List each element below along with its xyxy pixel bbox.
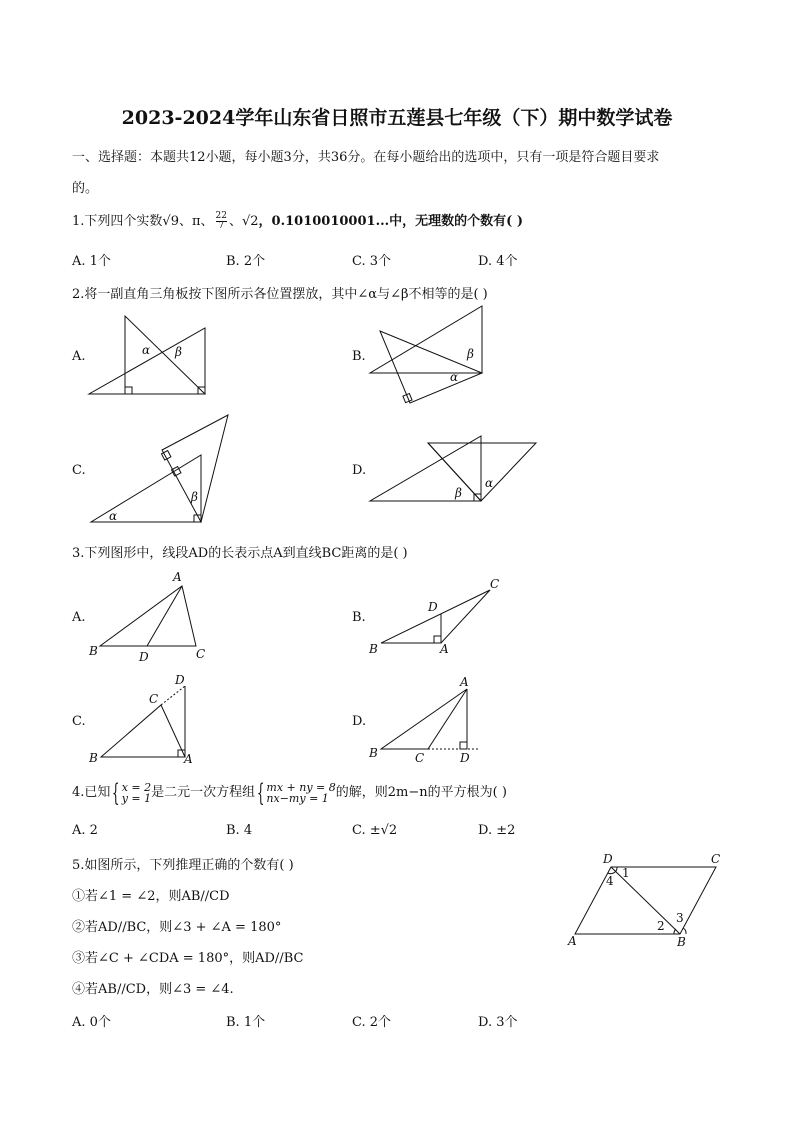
q3c-pt-c: C — [149, 692, 159, 706]
q4-sys1-line1: x = 2 — [121, 780, 152, 794]
q1-option-a: A. 1个 — [72, 254, 111, 269]
q2b-alpha: α — [450, 370, 459, 384]
q4-suffix: 的解，则2m−n的平方根为( ) — [335, 785, 507, 800]
q5-pt-a: A — [568, 934, 577, 948]
q5-pt-c: C — [711, 852, 721, 866]
q5-pt-b: B — [677, 935, 686, 949]
q2-label-b: B. — [352, 349, 366, 364]
q1-prefix: 1.下列四个实数 — [72, 214, 163, 229]
q1-option-c: C. 3个 — [352, 254, 392, 269]
q1-option-b: B. 2个 — [226, 254, 266, 269]
q2-label-d: D. — [352, 463, 367, 478]
q5-option-d: D. 3个 — [478, 1015, 518, 1030]
q3b-pt-b: B — [369, 642, 378, 656]
q2b-beta: β — [467, 347, 474, 361]
q5-option-c: C. 2个 — [352, 1015, 392, 1030]
q3b-pt-a: A — [440, 642, 449, 656]
section-instructions-line2: 的。 — [72, 181, 99, 196]
q3c-pt-b: B — [89, 751, 98, 765]
section-instructions-line1: 一、选择题：本题共12小题，每小题3分，共36分。在每小题给出的选项中，只有一项是符合题目要求 — [72, 150, 660, 165]
question-5-stem: 5.如图所示，下列推理正确的个数有( ) — [72, 858, 294, 873]
q5-item-1: ①若∠1 = ∠2，则AB//CD — [72, 889, 230, 904]
q3a-pt-b: B — [89, 644, 98, 658]
q4-mid: 是二元一次方程组 — [151, 785, 256, 800]
q1-option-d: D. 4个 — [478, 254, 518, 269]
q4-option-c: C. ±√2 — [352, 823, 398, 838]
q3a-pt-c: C — [196, 647, 206, 661]
q1-sqrt2: √2 — [241, 214, 259, 229]
q3b-pt-d: D — [428, 600, 438, 614]
q4-sys2-line1: mx + ny = 8 — [266, 780, 336, 794]
q3d-pt-b: B — [369, 746, 378, 760]
q5-angle-4: 4 — [606, 874, 614, 888]
q5-item-4: ④若AB//CD，则∠3 = ∠4. — [72, 982, 234, 997]
q2-label-a: A. — [72, 349, 86, 364]
q4-sys1-line2: y = 1 — [121, 791, 152, 805]
q4-prefix: 4.已知 — [72, 785, 111, 800]
q4-sys2-line2: nx−my = 1 — [266, 791, 329, 805]
q1-sep2: 、 — [228, 214, 242, 229]
q3-label-a: A. — [72, 610, 86, 625]
q3d-pt-a: A — [460, 675, 469, 689]
q1-frac-den: 7 — [218, 221, 225, 231]
question-3-stem: 3.下列图形中，线段AD的长表示点A到直线BC距离的是( ) — [72, 546, 408, 561]
question-2-stem: 2.将一副直角三角板按下图所示各位置摆放，其中∠α与∠β不相等的是( ) — [72, 287, 488, 302]
q2a-beta: β — [175, 345, 182, 359]
q2d-alpha: α — [485, 476, 494, 490]
q4-brace-2: { — [256, 778, 265, 807]
q3c-pt-a: A — [184, 752, 193, 766]
q3d-pt-c: C — [415, 751, 425, 765]
q3a-pt-a: A — [173, 570, 182, 584]
q3a-pt-d: D — [139, 650, 149, 664]
q1-suffix: ，0.1010010001...中，无理数的个数有( ) — [258, 214, 523, 229]
q4-option-d: D. ±2 — [478, 823, 516, 838]
q2d-beta: β — [455, 486, 462, 500]
q5-option-a: A. 0个 — [72, 1015, 111, 1030]
q5-pt-d: D — [603, 852, 613, 866]
q5-angle-2: 2 — [657, 919, 665, 933]
q5-angle-3: 3 — [676, 911, 684, 925]
q5-item-2: ②若AD//BC，则∠3 + ∠A = 180° — [72, 920, 282, 935]
q4-brace-1: { — [112, 778, 120, 807]
q5-angle-1: 1 — [622, 866, 630, 880]
q3-label-b: B. — [352, 610, 366, 625]
q2c-beta: β — [191, 490, 198, 504]
q2a-alpha: α — [142, 343, 151, 357]
q1-sep1: 、π、 — [178, 214, 214, 229]
q3b-pt-c: C — [490, 577, 500, 591]
q2c-alpha: α — [109, 509, 118, 523]
q4-option-b: B. 4 — [226, 823, 253, 838]
q1-frac-num: 22 — [215, 211, 227, 221]
q3d-pt-d: D — [460, 751, 470, 765]
q5-option-b: B. 1个 — [226, 1015, 266, 1030]
q1-sqrt9: √9 — [162, 214, 179, 229]
q3c-pt-d: D — [175, 673, 185, 687]
q3-label-d: D. — [352, 714, 367, 729]
q5-item-3: ③若∠C + ∠CDA = 180°，则AD//BC — [72, 951, 304, 966]
page-title: 2023-2024学年山东省日照市五莲县七年级（下）期中数学试卷 — [121, 107, 673, 129]
q3-label-c: C. — [72, 714, 86, 729]
q4-option-a: A. 2 — [72, 823, 98, 838]
q2-label-c: C. — [72, 463, 86, 478]
